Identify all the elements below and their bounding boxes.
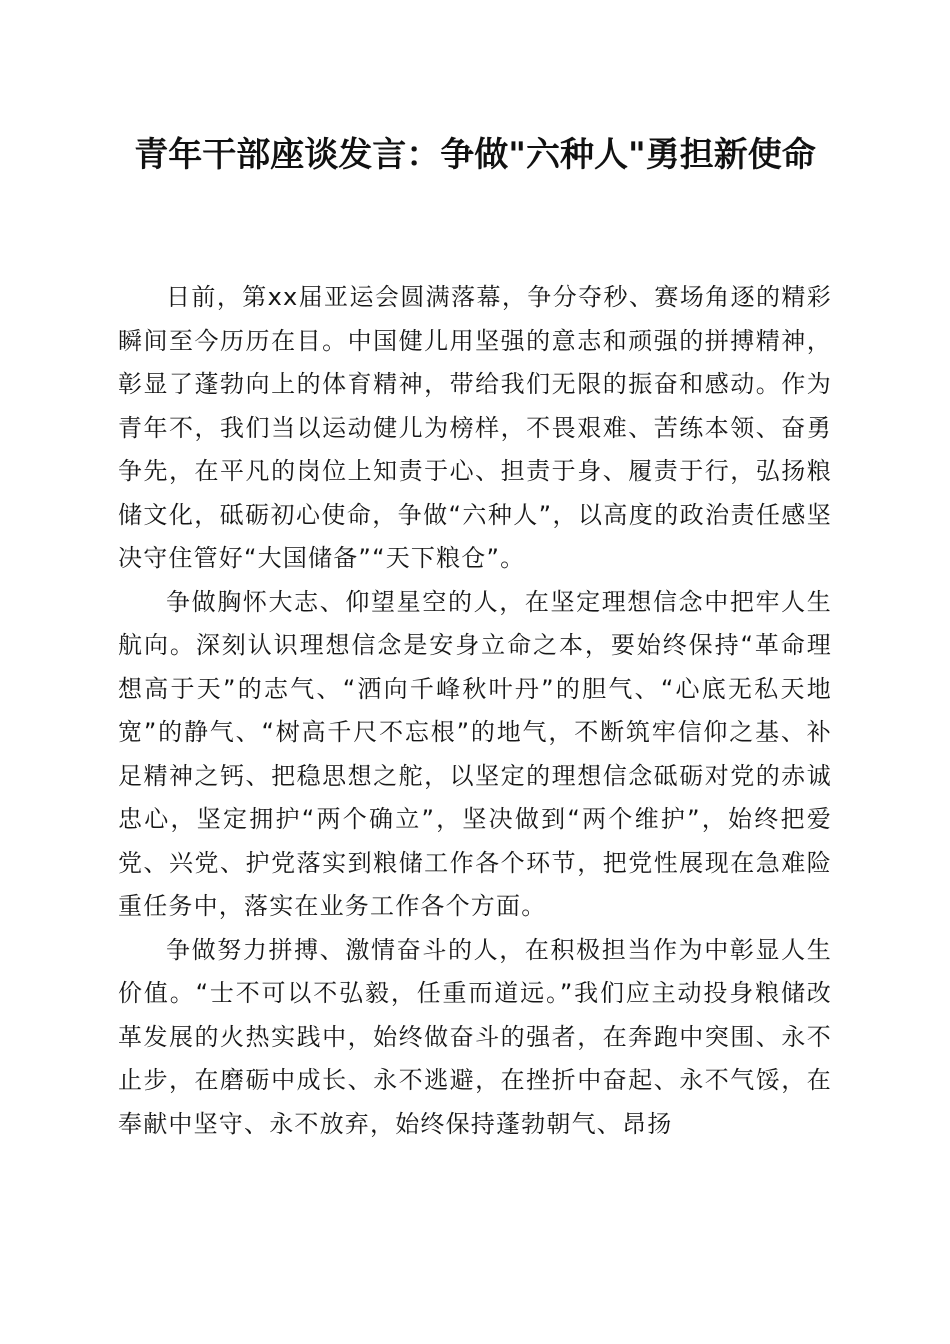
paragraph-intro: 日前，第xx届亚运会圆满落幕，争分夺秒、赛场角逐的精彩瞬间至今历历在目。中国健儿用坚强的意志和顽强的拼搏精神，彰显了蓬勃向上的体育精神，带给我们无限的振奋和感动。作为青年不，我们当以运动健儿为榜样，不畏艰难、苦练本领、奋勇争先，在平凡的岗位上知责于心、担责于身、履责于行，弘扬粮储文化，砥砺初心使命，争做“六种人”，以高度的政治责任感坚决守住管好“大国储备”“天下粮仓”。 <box>118 283 832 572</box>
paragraph-striving: 争做努力拼搏、激情奋斗的人，在积极担当作为中彰显人生价值。“士不可以不弘毅，任重而道远。”我们应主动投身粮储改革发展的火热实践中，始终做奋斗的强者，在奔跑中突围、永不止步，在磨砺中成长、永不逃避，在挫折中奋起、永不气馁，在奉献中坚守、永不放弃，始终保持蓬勃朝气、昂扬 <box>118 935 832 1138</box>
paragraph-ideals: 争做胸怀大志、仰望星空的人，在坚定理想信念中把牢人生航向。深刻认识理想信念是安身立命之本，要始终保持“革命理想高于天”的志气、“洒向千峰秋叶丹”的胆气、“心底无私天地宽”的静气、“树高千尺不忘根”的地气，不断筑牢信仰之基、补足精神之钙、把稳思想之舵，以坚定的理想信念砥砺对党的赤诚忠心，坚定拥护“两个确立”，坚决做到“两个维护”，始终把爱党、兴党、护党落实到粮储工作各个环节，把党性展现在急难险重任务中，落实在业务工作各个方面。 <box>118 587 832 920</box>
document-body <box>118 276 832 1146</box>
document-title: 青年干部座谈发言：争做"六种人"勇担新使命 <box>134 135 816 175</box>
